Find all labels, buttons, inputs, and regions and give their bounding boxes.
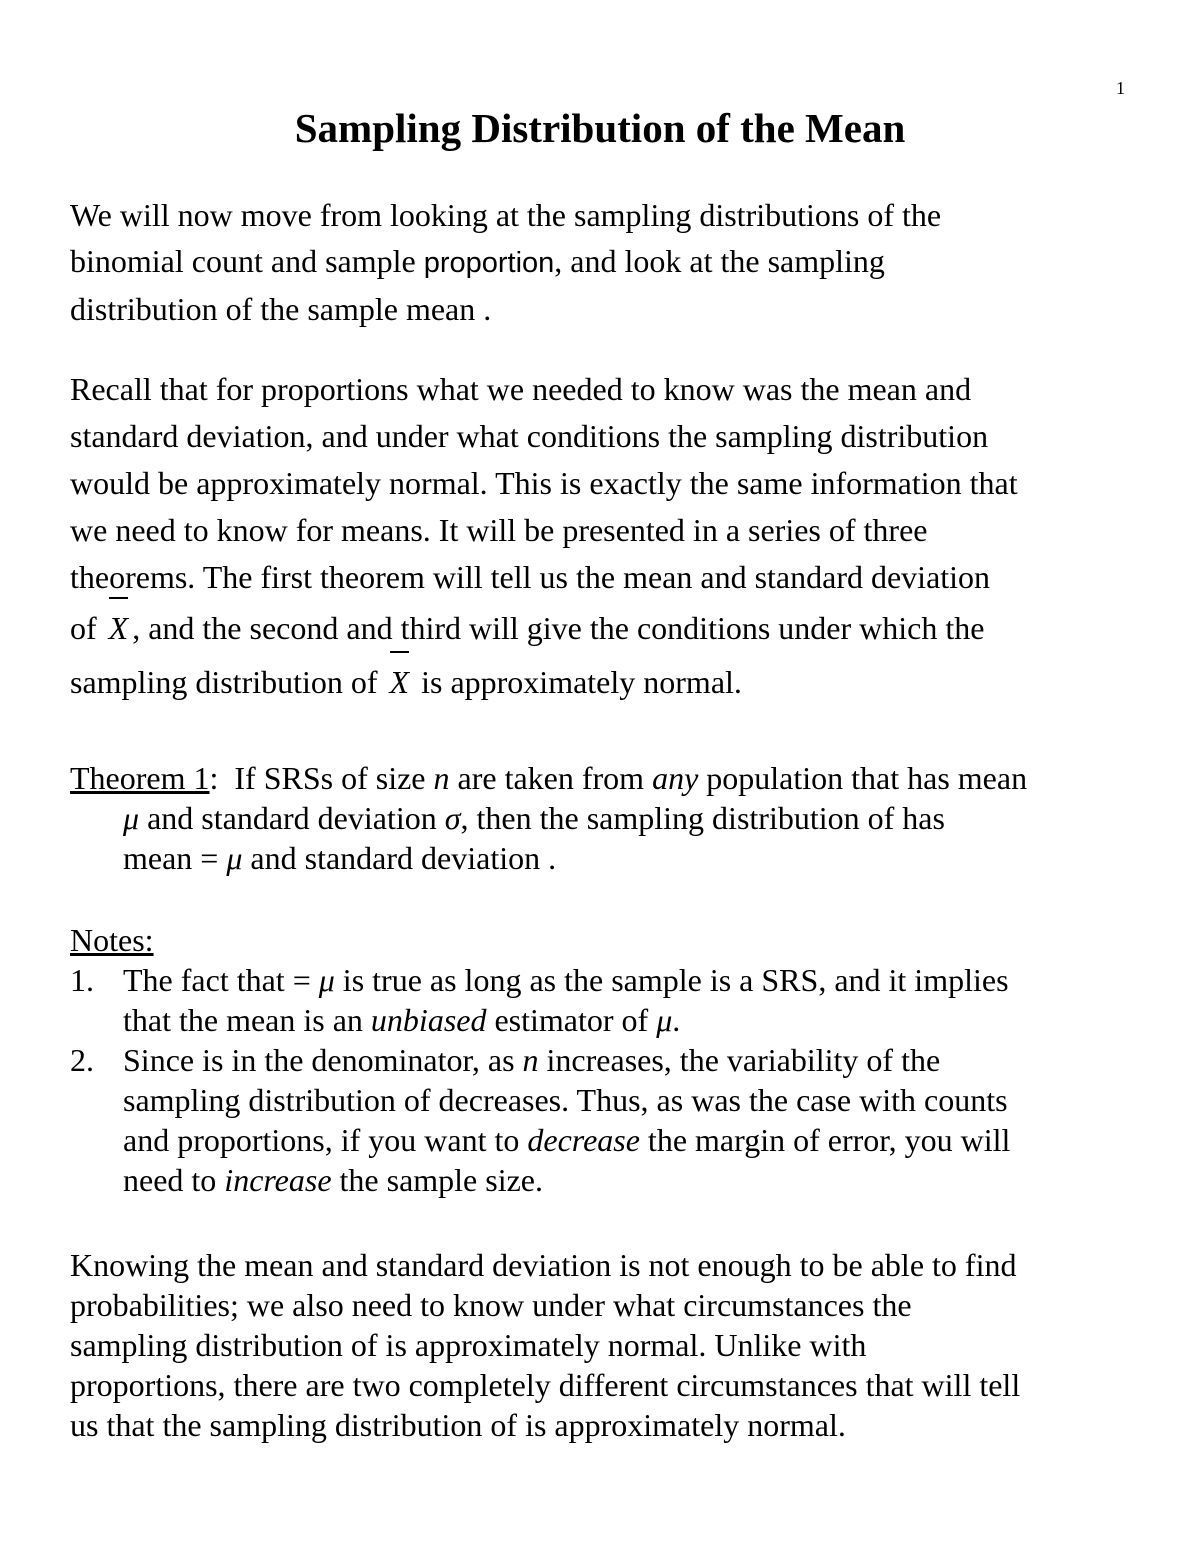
recall-line-6 [70, 601, 1150, 655]
mu-symbol: μ [123, 800, 140, 836]
note-1-line-2a: that the mean is an [123, 1002, 363, 1038]
closing-line-2: probabilities; we also need to know under what circumstances the [70, 1287, 912, 1323]
note-2-line-1a: Since is in the denominator, as [123, 1042, 515, 1078]
theorem-line-2a: and standard deviation [147, 800, 437, 836]
theorem-line-1a: If SRSs of size [234, 760, 426, 796]
note-2-line-4a: need to [123, 1162, 217, 1198]
note-2-line-4b: the sample size. [339, 1162, 543, 1198]
note-2-line-2: sampling distribution of decreases. Thus, as was the case with counts [123, 1082, 1008, 1118]
note-2-line-3a: and proportions, if you want to [123, 1122, 520, 1158]
intro-line-2 [70, 238, 1150, 286]
note-1-number: 1. [70, 962, 94, 998]
page-title: Sampling Distribution of the Mean [294, 105, 906, 151]
note-1-line-1a: The fact that = [123, 962, 311, 998]
theorem-line-2b: , then the sampling distribution of has [460, 800, 945, 836]
mu-symbol: μ [656, 1002, 673, 1038]
theorem-line-2 [70, 798, 1150, 838]
closing-line-3: sampling distribution of is approximately normal. Unlike with [70, 1327, 867, 1363]
theorem-label: Theorem 1 [70, 760, 210, 796]
notes-section [70, 920, 1150, 1200]
notes-label: Notes: [70, 922, 154, 958]
theorem-line-1b: are taken from [457, 760, 645, 796]
mu-symbol: μ [226, 840, 243, 876]
note-2-number: 2. [70, 1042, 94, 1078]
closing-line-5: us that the sampling distribution of is approximately normal. [70, 1407, 846, 1443]
note-2-line-3 [70, 1120, 1150, 1160]
decrease-emphasis: decrease [527, 1122, 640, 1158]
note-1-line-2 [70, 1000, 1150, 1040]
intro-line-2a: binomial count and sample [70, 243, 416, 279]
recall-line-7 [70, 655, 1150, 709]
intro-paragraph [70, 192, 1150, 332]
recall-line-4: we need to know for means. It will be presented in a series of three [70, 512, 928, 548]
note-1-line-1 [70, 960, 1150, 1000]
n-symbol: n [522, 1042, 539, 1078]
intro-line-3: distribution of the sample mean . [70, 291, 492, 327]
xbar-symbol: X [105, 601, 133, 655]
note-1-line-2b: estimator of [494, 1002, 649, 1038]
recall-line-5: theorems. The first theorem will tell us the mean and standard deviation [70, 559, 991, 595]
recall-line-6a: of [70, 610, 97, 646]
theorem-1 [70, 758, 1150, 878]
increase-emphasis: increase [224, 1162, 332, 1198]
recall-paragraph [70, 366, 1150, 709]
closing-line-1: Knowing the mean and standard deviation is not enough to be able to find [70, 1247, 1017, 1283]
note-2-line-1b: increases, the variability of the [546, 1042, 941, 1078]
closing-line-4: proportions, there are two completely different circumstances that will tell [70, 1367, 1021, 1403]
theorem-line-3b: and standard deviation . [250, 840, 557, 876]
theorem-line-3 [70, 838, 1150, 878]
mu-symbol: μ [318, 962, 335, 998]
closing-paragraph [70, 1245, 1150, 1445]
recall-line-2: standard deviation, and under what conditions the sampling distribution [70, 418, 989, 454]
n-symbol: n [433, 760, 450, 796]
note-2-line-3b: the margin of error, you will [647, 1122, 1011, 1158]
note-2-line-4 [70, 1160, 1150, 1200]
intro-proportion: proportion [423, 247, 555, 279]
recall-line-3: would be approximately normal. This is exactly the same information that [70, 465, 1018, 501]
intro-line-1: We will now move from looking at the sampling distributions of the [70, 197, 942, 233]
xbar-symbol: X [386, 655, 414, 709]
recall-line-1: Recall that for proportions what we needed to know was the mean and [70, 371, 972, 407]
page-number: 1 [1116, 78, 1125, 98]
theorem-line-3a: mean = [123, 840, 219, 876]
theorem-colon: : [209, 760, 219, 796]
any-emphasis: any [652, 760, 699, 796]
note-1-line-1b: is true as long as the sample is a SRS, and it implies [342, 962, 1009, 998]
sigma-symbol: σ [444, 800, 461, 836]
note-1-end: . [672, 1002, 681, 1038]
intro-line-2b: , and look at the sampling [554, 243, 885, 279]
recall-line-7b: is approximately normal. [421, 664, 742, 700]
unbiased-emphasis: unbiased [370, 1002, 487, 1038]
note-2-line-1 [70, 1040, 1150, 1080]
theorem-line-1c: population that has mean [706, 760, 1028, 796]
recall-line-6b: , and the second and third will give the conditions under which the [132, 610, 985, 646]
theorem-line-1 [70, 758, 1150, 798]
recall-line-7a: sampling distribution of [70, 664, 378, 700]
